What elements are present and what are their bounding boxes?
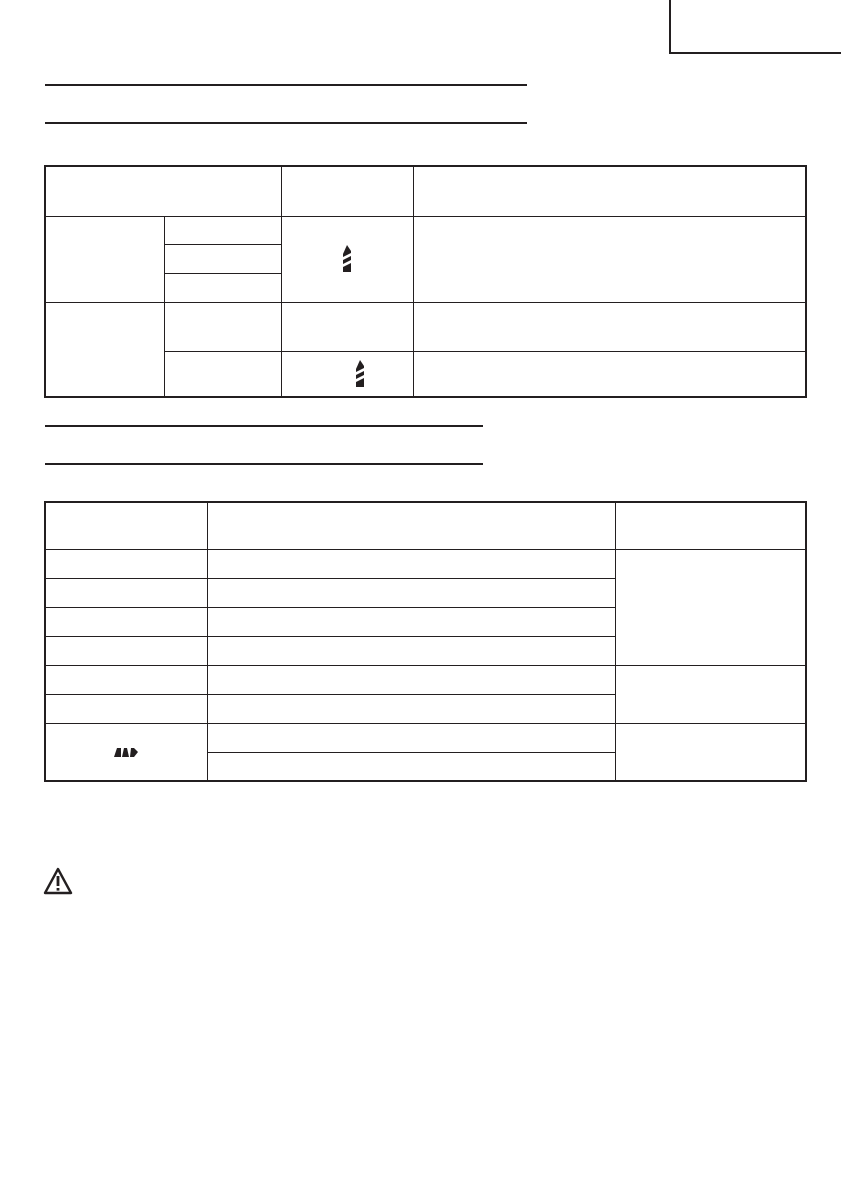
table-header-cell (413, 166, 806, 216)
table-cell (164, 244, 281, 273)
section1-heading-line-2 (45, 122, 527, 124)
table-cell (164, 351, 281, 397)
table-header-cell (45, 166, 281, 216)
table-cell-symbol (281, 216, 413, 302)
section2-heading-line-2 (45, 463, 483, 465)
table-cell (281, 302, 413, 351)
table-cell (45, 665, 207, 694)
section2-heading-line-1 (45, 425, 483, 427)
table-cell (45, 578, 207, 607)
section1-heading-line-1 (45, 84, 527, 86)
table-cell-desc (413, 302, 806, 351)
table-header-cell (281, 166, 413, 216)
table-cell (45, 694, 207, 723)
table-header-row (45, 502, 806, 549)
table-cell-symbol (281, 351, 413, 397)
page-tab (669, 0, 841, 54)
table-cell (207, 723, 615, 752)
table-cell (207, 665, 615, 694)
table-cell-desc (413, 351, 806, 397)
table-cell (207, 636, 615, 665)
drill-bit-icon (341, 244, 353, 274)
table-modes (44, 165, 807, 398)
table-cell (45, 636, 207, 665)
table-row (45, 723, 806, 752)
table-cell (207, 549, 615, 578)
table-cell (207, 694, 615, 723)
table-cell (45, 549, 207, 578)
table-cell (164, 216, 281, 244)
table-header-cell (45, 502, 207, 549)
table-cell-desc (413, 216, 806, 302)
table-cell (207, 578, 615, 607)
table-cell (45, 607, 207, 636)
table-cell (164, 302, 281, 351)
table-header-cell (615, 502, 806, 549)
drill-bit-icon (354, 359, 366, 389)
table-cell-symbol (45, 723, 207, 781)
table-accessories (44, 501, 807, 782)
table-cell-group (615, 723, 806, 781)
table-cell (207, 752, 615, 781)
table-cell-group (45, 302, 164, 397)
table-header-cell (207, 502, 615, 549)
warning-triangle-icon (43, 867, 73, 895)
table-cell (164, 273, 281, 302)
table-row (45, 549, 806, 578)
chisel-bits-icon (113, 746, 139, 758)
table-cell-group (45, 216, 164, 302)
table-row (45, 216, 806, 244)
table-cell-group (615, 549, 806, 665)
table-header-row (45, 166, 806, 216)
table-row (45, 302, 806, 351)
table-cell (207, 607, 615, 636)
table-row (45, 665, 806, 694)
table-cell-group (615, 665, 806, 723)
